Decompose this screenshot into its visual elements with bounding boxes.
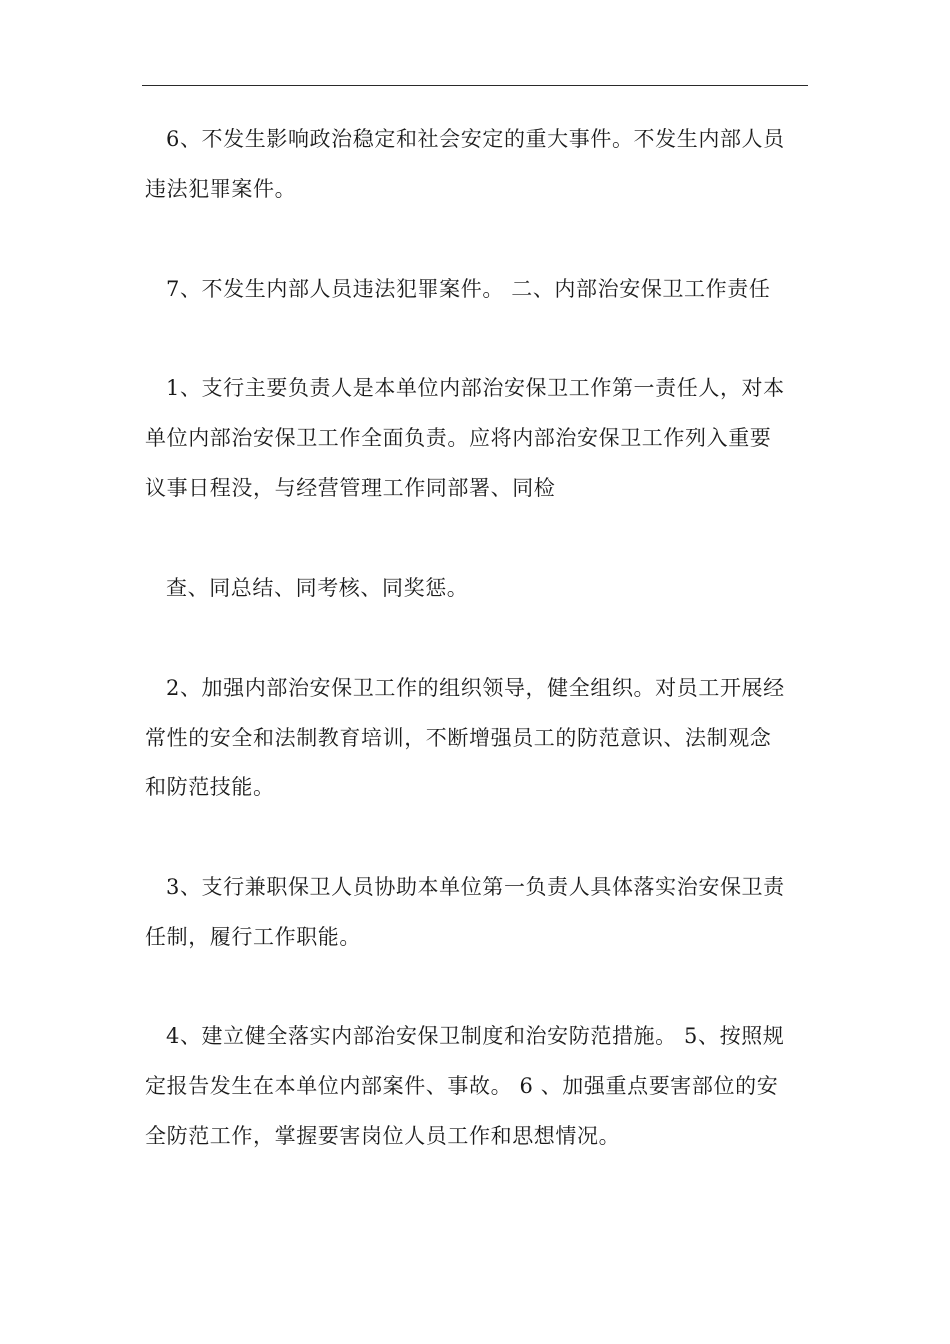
paragraph-line: 2、加强内部治安保卫工作的组织领导，健全组织。对员工开展经 <box>166 676 785 700</box>
paragraph-line: 6、不发生影响政治稳定和社会安定的重大事件。不发生内部人员 <box>166 127 785 151</box>
paragraph-line: 任制，履行工作职能。 <box>145 925 361 949</box>
paragraph-line: 7、不发生内部人员违法犯罪案件。 二、内部治安保卫工作责任 <box>166 277 771 301</box>
paragraph-line: 议事日程没，与经营管理工作同部署、同检 <box>145 476 556 500</box>
paragraph-line: 单位内部治安保卫工作全面负责。应将内部治安保卫工作列入重要 <box>145 426 772 450</box>
paragraph-line: 3、支行兼职保卫人员协助本单位第一负责人具体落实治安保卫责 <box>166 875 785 899</box>
paragraph-line: 定报告发生在本单位内部案件、事故。 6 、加强重点要害部位的安 <box>145 1074 779 1098</box>
header-rule <box>142 85 808 86</box>
paragraph-line: 和防范技能。 <box>145 775 275 799</box>
paragraph-line: 全防范工作，掌握要害岗位人员工作和思想情况。 <box>145 1124 621 1148</box>
paragraph-line: 常性的安全和法制教育培训，不断增强员工的防范意识、法制观念 <box>145 726 772 750</box>
paragraph-line: 查、同总结、同考核、同奖惩。 <box>166 576 469 600</box>
paragraph-line: 违法犯罪案件。 <box>145 177 297 201</box>
paragraph-line: 4、建立健全落实内部治安保卫制度和治安防范措施。 5、按照规 <box>166 1024 785 1048</box>
paragraph-line: 1、支行主要负责人是本单位内部治安保卫工作第一责任人，对本 <box>166 376 785 400</box>
